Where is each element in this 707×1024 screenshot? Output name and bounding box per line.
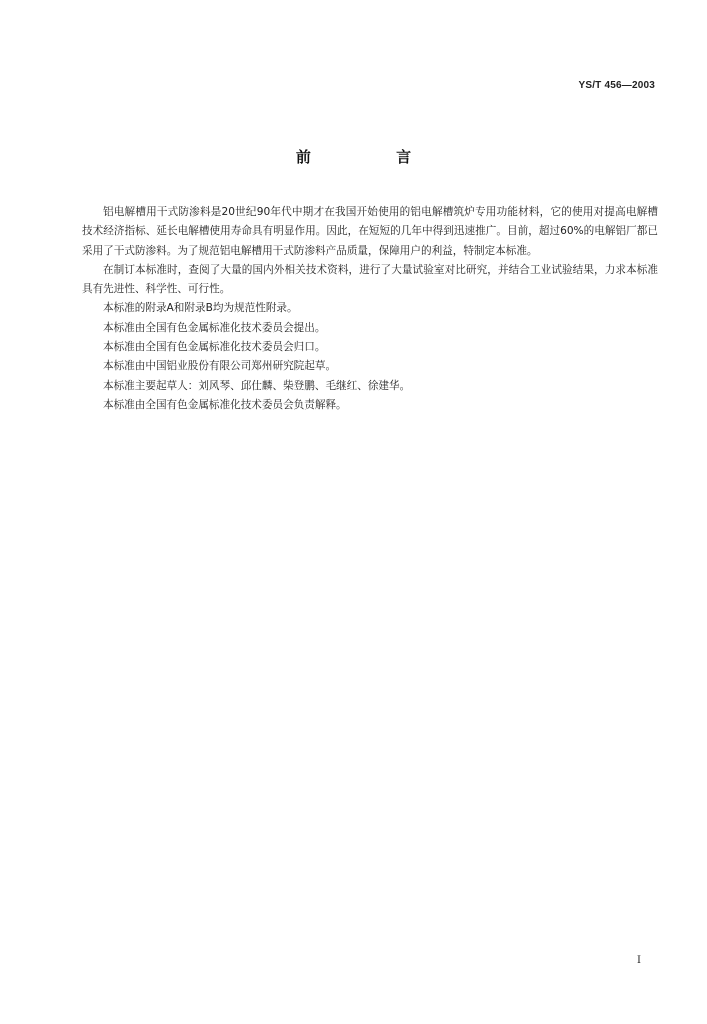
foreword-paragraph-drafting: 在制订本标准时，查阅了大量的国内外相关技术资料，进行了大量试验室对比研究，并结合工业试验结果，力求本标准具有先进性、科学性、可行性。 (82, 263, 658, 296)
standard-code: YS/T 456—2003 (578, 80, 655, 91)
foreword-paragraph-intro: 铝电解槽用干式防渗料是20世纪90年代中期才在我国开始使用的铝电解槽筑炉专用功能材料，它的使用对提高电解槽技术经济指标、延长电解槽使用寿命具有明显作用。因此，在短短的几年中得到迅速推广。目前，超过60%的电解铝厂都已采用了干式防渗料。为了规范铝电解槽用干式防渗料产品质量，保障用户的利益，特制定本标准。 (82, 206, 658, 257)
page-number: I (637, 955, 641, 966)
foreword-paragraph-interpretation: 本标准由全国有色金属标准化技术委员会负责解释。 (103, 398, 347, 411)
foreword-paragraph-drafted-by: 本标准由中国铝业股份有限公司郑州研究院起草。 (103, 360, 337, 373)
foreword-body (82, 203, 658, 415)
foreword-paragraph-proposed: 本标准由全国有色金属标准化技术委员会提出。 (103, 321, 326, 334)
foreword-paragraph-drafters: 本标准主要起草人：刘风琴、邱仕麟、柴登鹏、毛继红、徐建华。 (103, 379, 411, 392)
foreword-paragraph-centralized: 本标准由全国有色金属标准化技术委员会归口。 (103, 341, 326, 354)
page-title: 前 言 (295, 148, 452, 166)
foreword-paragraph-appendix: 本标准的附录A和附录B均为规范性附录。 (103, 302, 298, 315)
